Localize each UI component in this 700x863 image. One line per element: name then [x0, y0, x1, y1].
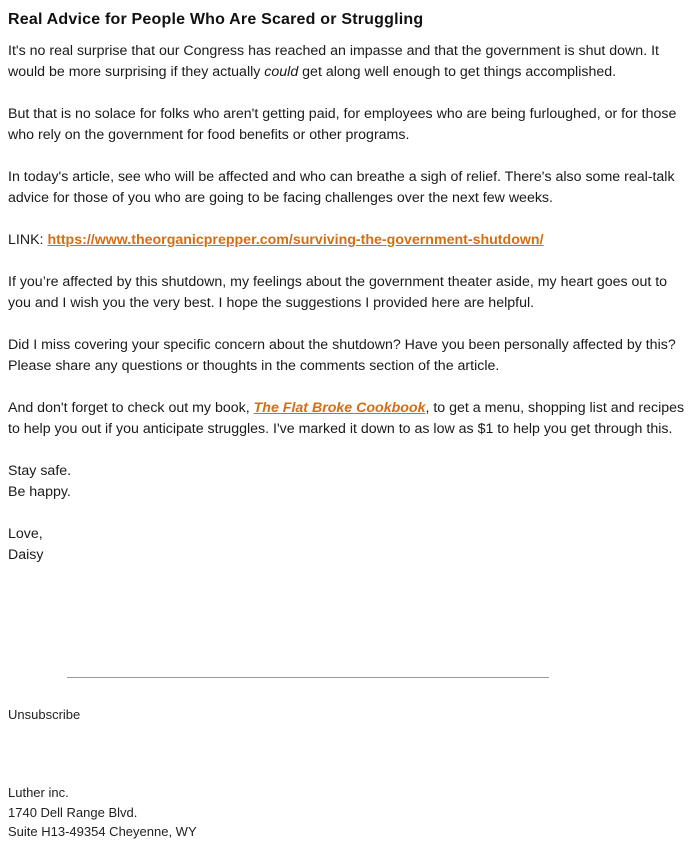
paragraph-affected: If you’re affected by this shutdown, my feelings about the government theater aside, my heart goes out to you and I wish you the very best. I hope the suggestions I provided here are helpful.: [8, 274, 668, 311]
email-title: Real Advice for People Who Are Scared or Struggling: [8, 11, 424, 28]
paragraph-intro: [8, 41, 692, 83]
link-line: [8, 230, 692, 251]
paragraph-book-start: And don't forget to check out my book,: [8, 400, 254, 416]
paragraph-book-end: , to get a menu, shopping list and recipes to help you out if you anticipate struggles. I've marked it down to as low as $1 to help you get through this.: [8, 400, 685, 437]
unsubscribe-link[interactable]: Unsubscribe: [8, 707, 81, 722]
closing-be-happy: Be happy.: [8, 484, 71, 500]
address-line-1: 1740 Dell Range Blvd.: [8, 804, 138, 820]
paragraph-intro-emphasis: could: [264, 64, 299, 80]
company-name: Luther inc.: [8, 785, 69, 800]
mailing-address: [8, 783, 197, 842]
closing-love: Love,: [8, 526, 43, 542]
link-prefix: LINK:: [8, 232, 48, 248]
address-line-2: Suite H13-49354 Cheyenne, WY: [8, 824, 197, 839]
paragraph-article: In today's article, see who will be affected and who can breathe a sigh of relief. There's also some real-talk advice for those of you who are going to be facing challenges over the next few weeks.: [8, 169, 675, 206]
article-link[interactable]: https://www.theorganicprepper.com/surviving-the-government-shutdown/: [47, 232, 544, 248]
paragraph-book: [8, 398, 692, 440]
book-link[interactable]: The Flat Broke Cookbook: [253, 400, 426, 416]
paragraph-questions: Did I miss covering your specific concern about the shutdown? Have you been personally affected by this? Please share any questions or thoughts in the comments section of the article.: [8, 337, 676, 374]
paragraph-intro-end: get along well enough to get things accomplished.: [298, 64, 617, 80]
footer-divider: [67, 677, 549, 678]
paragraph-intro-start: It's no real surprise that our Congress has reached an impasse and that the government is shut down. It would be more surprising if they actually: [8, 43, 659, 80]
paragraph-solace: But that is no solace for folks who aren't getting paid, for employees who are being furloughed, or for those who rely on the government for food benefits or other programs.: [8, 106, 677, 143]
signature: Daisy: [8, 547, 44, 563]
email-body: [8, 0, 692, 566]
closing-stay-safe: Stay safe.: [8, 463, 72, 479]
